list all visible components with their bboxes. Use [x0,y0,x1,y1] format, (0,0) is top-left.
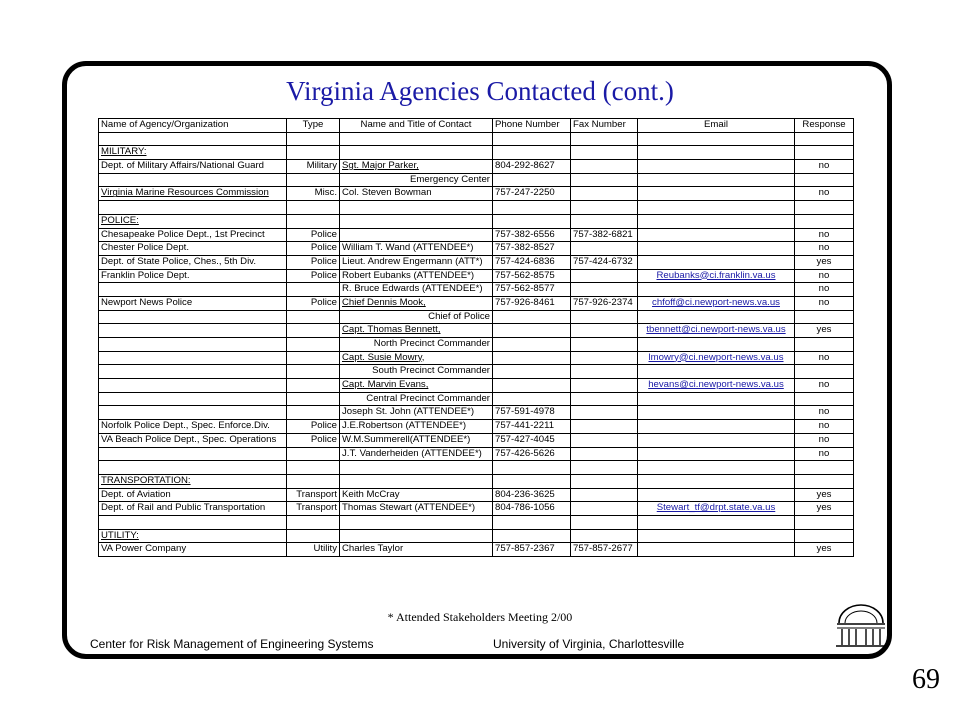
cell-resp: no [795,242,854,256]
cell-email [638,420,795,434]
cell-email [638,365,795,379]
cell-resp [795,201,854,215]
cell-type: Transport [287,488,340,502]
cell-fax [571,529,638,543]
cell-fax: 757-382-6821 [571,228,638,242]
header-email: Email [638,119,795,133]
cell-contact: Chief Dennis Mook, [340,296,493,310]
cell-resp: yes [795,488,854,502]
cell-resp: no [795,379,854,393]
cell-resp [795,529,854,543]
section-row [99,146,854,160]
cell-fax [571,447,638,461]
cell-type [287,132,340,146]
cell-type [287,173,340,187]
cell-contact: Thomas Stewart (ATTENDEE*) [340,502,493,516]
cell-phone [493,474,571,488]
cell-type [287,146,340,160]
cell-type: Transport [287,502,340,516]
table-row [99,392,854,406]
cell-type [287,324,340,338]
cell-type: Misc. [287,187,340,201]
cell-org [99,324,287,338]
cell-email [638,214,795,228]
section-row [99,529,854,543]
section-row [99,214,854,228]
cell-fax [571,502,638,516]
cell-phone: 757-424-6836 [493,255,571,269]
cell-fax [571,201,638,215]
cell-type [287,283,340,297]
cell-fax [571,420,638,434]
cell-org [99,310,287,324]
email-link[interactable]: hevans@ci.newport-news.va.us [648,379,784,391]
cell-contact: J.E.Robertson (ATTENDEE*) [340,420,493,434]
cell-type: Police [287,433,340,447]
cell-type: Police [287,296,340,310]
cell-phone [493,310,571,324]
cell-phone: 757-247-2250 [493,187,571,201]
cell-org: VA Beach Police Dept., Spec. Operations [99,433,287,447]
cell-contact: Capt. Susie Mowry, [340,351,493,365]
cell-resp: no [795,160,854,174]
cell-type [287,214,340,228]
rotunda-logo-icon [833,603,889,651]
cell-email [638,283,795,297]
cell-email [638,447,795,461]
table-row [99,406,854,420]
cell-phone [493,173,571,187]
cell-fax: 757-926-2374 [571,296,638,310]
cell-contact [340,132,493,146]
cell-type [287,338,340,352]
cell-org: Virginia Marine Resources Commission [99,187,287,201]
cell-org [99,515,287,529]
cell-email [638,433,795,447]
cell-org [99,173,287,187]
table-row [99,502,854,516]
cell-contact: Keith McCray [340,488,493,502]
footer-left: Center for Risk Management of Engineering Systems [90,637,374,651]
cell-fax [571,392,638,406]
cell-resp [795,214,854,228]
cell-phone: 757-857-2367 [493,543,571,557]
table-row [99,283,854,297]
cell-type [287,461,340,475]
cell-org [99,351,287,365]
table-row [99,488,854,502]
cell-email [638,296,795,310]
table-row [99,379,854,393]
table-row [99,447,854,461]
cell-resp: yes [795,502,854,516]
cell-org: Dept. of Military Affairs/National Guard [99,160,287,174]
cell-resp: yes [795,324,854,338]
cell-resp: yes [795,255,854,269]
table-row [99,255,854,269]
cell-contact: North Precinct Commander [340,338,493,352]
cell-email [638,201,795,215]
table-row [99,310,854,324]
cell-type [287,392,340,406]
cell-phone: 757-426-5626 [493,447,571,461]
table-row [99,365,854,379]
table-row [99,242,854,256]
cell-fax [571,351,638,365]
cell-fax [571,379,638,393]
cell-contact: Sgt. Major Parker, [340,160,493,174]
cell-email [638,269,795,283]
table-row [99,461,854,475]
cell-email [638,543,795,557]
cell-contact: Central Precinct Commander [340,392,493,406]
cell-fax [571,310,638,324]
cell-phone: 757-441-2211 [493,420,571,434]
cell-email [638,146,795,160]
cell-phone: 757-382-8527 [493,242,571,256]
cell-email [638,324,795,338]
cell-phone [493,351,571,365]
cell-email [638,242,795,256]
cell-phone: 757-591-4978 [493,406,571,420]
cell-email [638,406,795,420]
cell-phone: 757-926-8461 [493,296,571,310]
header-agency: Name of Agency/Organization [99,119,287,133]
cell-phone [493,324,571,338]
footnote: * Attended Stakeholders Meeting 2/00 [387,610,573,624]
cell-email [638,392,795,406]
cell-type: Police [287,255,340,269]
cell-fax [571,242,638,256]
cell-org: Dept. of Rail and Public Transportation [99,502,287,516]
cell-type [287,447,340,461]
cell-fax [571,173,638,187]
cell-type: Police [287,269,340,283]
cell-org: POLICE: [99,214,287,228]
email-link[interactable]: tbennett@ci.newport-news.va.us [646,324,786,336]
cell-email [638,228,795,242]
table-row [99,420,854,434]
cell-resp [795,132,854,146]
cell-contact [340,201,493,215]
email-link[interactable]: chfoff@ci.newport-news.va.us [652,296,780,308]
cell-type [287,365,340,379]
header-fax: Fax Number [571,119,638,133]
cell-org [99,392,287,406]
cell-resp [795,310,854,324]
cell-phone [493,214,571,228]
email-link[interactable]: Stewart_tf@drpt.state.va.us [656,502,776,514]
cell-contact [340,515,493,529]
cell-org: Norfolk Police Dept., Spec. Enforce.Div. [99,420,287,434]
cell-fax [571,132,638,146]
cell-resp: yes [795,543,854,557]
cell-org: TRANSPORTATION: [99,474,287,488]
cell-contact: Col. Steven Bowman [340,187,493,201]
cell-contact [340,146,493,160]
cell-email [638,502,795,516]
table-row [99,338,854,352]
cell-type: Utility [287,543,340,557]
cell-resp [795,146,854,160]
table-header-row [99,119,854,133]
email-link[interactable]: Reubanks@ci.franklin.va.us [656,269,776,281]
table-row [99,187,854,201]
cell-fax [571,283,638,297]
cell-type [287,201,340,215]
cell-org: Chesapeake Police Dept., 1st Precinct [99,228,287,242]
agency-table [98,118,854,557]
cell-fax: 757-424-6732 [571,255,638,269]
table-row [99,132,854,146]
cell-type [287,379,340,393]
cell-type [287,474,340,488]
cell-email [638,338,795,352]
header-type: Type [287,119,340,133]
cell-contact: Capt. Marvin Evans, [340,379,493,393]
cell-type [287,529,340,543]
cell-resp: no [795,296,854,310]
cell-fax [571,324,638,338]
header-contact: Name and Title of Contact [340,119,493,133]
cell-resp [795,365,854,379]
table-row [99,433,854,447]
cell-contact: Robert Eubanks (ATTENDEE*) [340,269,493,283]
cell-org: Franklin Police Dept. [99,269,287,283]
page-number: 69 [912,664,940,695]
cell-resp: no [795,433,854,447]
table-body [99,132,854,556]
cell-phone [493,379,571,393]
cell-fax [571,160,638,174]
header-phone: Phone Number [493,119,571,133]
cell-fax [571,488,638,502]
cell-email [638,132,795,146]
cell-contact: J.T. Vanderheiden (ATTENDEE*) [340,447,493,461]
cell-email [638,529,795,543]
cell-phone [493,461,571,475]
cell-fax [571,474,638,488]
cell-type: Police [287,242,340,256]
cell-phone: 804-292-8627 [493,160,571,174]
cell-email [638,351,795,365]
cell-contact [340,529,493,543]
cell-resp [795,338,854,352]
cell-org [99,406,287,420]
cell-org [99,365,287,379]
cell-phone [493,201,571,215]
cell-fax [571,406,638,420]
cell-contact: Charles Taylor [340,543,493,557]
cell-fax [571,187,638,201]
cell-contact: Capt. Thomas Bennett, [340,324,493,338]
section-row [99,474,854,488]
cell-email [638,379,795,393]
cell-resp: no [795,269,854,283]
cell-org: Dept. of Aviation [99,488,287,502]
slide-title: Virginia Agencies Contacted (cont.) [286,76,674,106]
table-row [99,160,854,174]
cell-contact [340,228,493,242]
cell-email [638,474,795,488]
cell-resp [795,392,854,406]
cell-phone [493,338,571,352]
cell-contact: William T. Wand (ATTENDEE*) [340,242,493,256]
cell-fax [571,269,638,283]
footer-right: University of Virginia, Charlottesville [493,637,685,651]
cell-contact [340,214,493,228]
table-row [99,543,854,557]
cell-org [99,447,287,461]
cell-resp: no [795,283,854,297]
table-row [99,201,854,215]
cell-resp [795,515,854,529]
cell-fax [571,461,638,475]
table-row [99,351,854,365]
cell-org: UTILITY: [99,529,287,543]
cell-type: Police [287,228,340,242]
cell-resp: no [795,228,854,242]
cell-org [99,283,287,297]
cell-email [638,255,795,269]
cell-org [99,132,287,146]
cell-resp: no [795,406,854,420]
cell-phone: 804-786-1056 [493,502,571,516]
agency-table-wrap [98,118,854,557]
cell-type: Police [287,420,340,434]
cell-resp [795,173,854,187]
cell-org [99,461,287,475]
cell-resp: no [795,420,854,434]
cell-phone [493,515,571,529]
cell-contact: W.M.Summerell(ATTENDEE*) [340,433,493,447]
cell-org [99,338,287,352]
cell-org: Newport News Police [99,296,287,310]
cell-fax [571,338,638,352]
cell-phone [493,365,571,379]
cell-org [99,379,287,393]
cell-email [638,461,795,475]
cell-email [638,173,795,187]
table-row [99,173,854,187]
cell-resp [795,461,854,475]
cell-contact [340,474,493,488]
cell-contact [340,461,493,475]
cell-phone: 757-562-8575 [493,269,571,283]
cell-resp [795,474,854,488]
cell-email [638,310,795,324]
cell-phone: 804-236-3625 [493,488,571,502]
cell-org: MILITARY: [99,146,287,160]
cell-type [287,351,340,365]
cell-type [287,310,340,324]
cell-phone: 757-382-6556 [493,228,571,242]
cell-org: Chester Police Dept. [99,242,287,256]
table-row [99,296,854,310]
cell-type: Military [287,160,340,174]
cell-email [638,187,795,201]
table-row [99,269,854,283]
cell-contact: Emergency Center [340,173,493,187]
cell-phone [493,392,571,406]
cell-contact: Lieut. Andrew Engermann (ATT*) [340,255,493,269]
header-response: Response [795,119,854,133]
cell-email [638,160,795,174]
cell-contact: Chief of Police [340,310,493,324]
cell-org [99,201,287,215]
cell-resp: no [795,447,854,461]
table-row [99,324,854,338]
cell-email [638,488,795,502]
cell-type [287,406,340,420]
cell-contact: Joseph St. John (ATTENDEE*) [340,406,493,420]
cell-contact: South Precinct Commander [340,365,493,379]
cell-contact: R. Bruce Edwards (ATTENDEE*) [340,283,493,297]
cell-phone: 757-562-8577 [493,283,571,297]
cell-fax [571,365,638,379]
email-link[interactable]: lmowry@ci.newport-news.va.us [648,351,784,363]
cell-phone [493,529,571,543]
cell-fax [571,146,638,160]
table-row [99,228,854,242]
cell-fax [571,515,638,529]
cell-email [638,515,795,529]
cell-org: VA Power Company [99,543,287,557]
cell-fax [571,433,638,447]
cell-resp: no [795,187,854,201]
cell-type [287,515,340,529]
cell-resp: no [795,351,854,365]
cell-phone [493,146,571,160]
cell-fax: 757-857-2677 [571,543,638,557]
cell-fax [571,214,638,228]
cell-phone: 757-427-4045 [493,433,571,447]
cell-org: Dept. of State Police, Ches., 5th Div. [99,255,287,269]
cell-phone [493,132,571,146]
table-row [99,515,854,529]
